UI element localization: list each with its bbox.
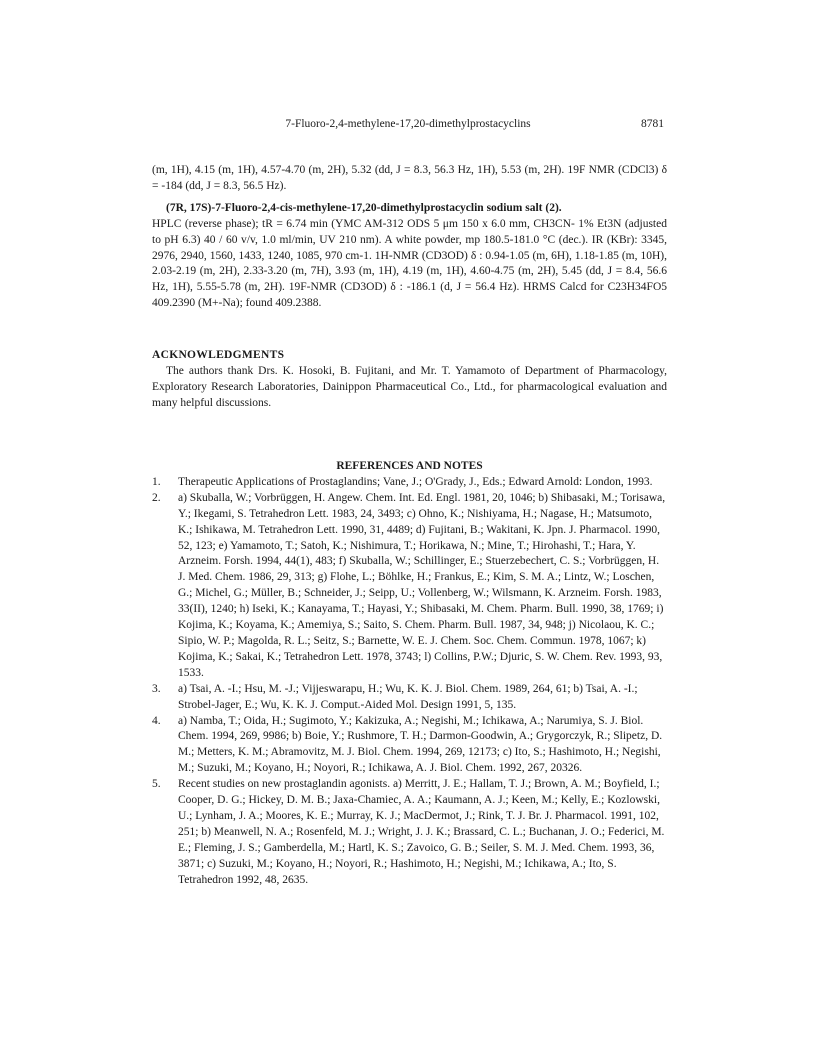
reference-number: 5. (152, 778, 161, 791)
compound-2-title: (7R, 17S)-7-Fluoro-2,4-cis-methylene-17,20-dimethylprostacyclin sodium salt (2). (166, 201, 562, 214)
page-number: 8781 (641, 118, 664, 130)
references-section (152, 459, 667, 888)
reference-text: a) Tsai, A. -I.; Hsu, M. -J.; Vijjeswarapu, H.; Wu, K. K. J. Biol. Chem. 1989, 264, 61; b) Tsai, A. -I.; Strobel-Jager, E.; Wu, K. K. J. Comput.-Aided Mol. Design 1991, 5, 135. (178, 682, 638, 711)
references-heading: REFERENCES AND NOTES (336, 460, 483, 472)
reference-item (152, 714, 667, 778)
reference-text: Recent studies on new prostaglandin agonists. a) Merritt, J. E.; Hallam, T. J.; Brown, A. M.; Boyfield, I.; Cooper, D. G.; Hickey, D. M. B.; Jaxa-Chamiec, A. A.; Kaumann, A. J.; Keen, M.; Kelly, E.; Kozlowski, U.; Lynham, J. A.; Moores, K. E.; Murray, K. J.; MacDermot, J.; Rink, T. J. Br. J. Pharmacol. 1991, 102, 251; b) Meanwell, N. A.; Rosenfeld, M. J.; Wright, J. J. K.; Brassard, C. L.; Buchanan, J. O.; Federici, M. E.; Fleming, J. S.; Gamberdella, M.; Hartl, K. S.; Zavoico, G. B.; Seiler, S. M. J. Med. Chem. 1993, 36, 3871; c) Suzuki, M.; Koyano, H.; Noyori, R.; Hashimoto, H.; Negishi, M.; Ichikawa, A.; Ito, S. Tetrahedron 1992, 48, 2635. (178, 778, 665, 886)
reference-item (152, 682, 667, 714)
compound-2-data: HPLC (reverse phase); tR = 6.74 min (YMC AM-312 ODS 5 μm 150 x 6.0 mm, CH3CN- 1% Et3N (adjusted to pH 6.3) 40 / 60 v/v, 1.0 ml/min, UV 210 nm). A white powder, mp 180.5-181.0 °C (dec.). IR (KBr): 3345, 2976, 2940, 1560, 1433, 1240, 1085, 970 cm-1. 1H-NMR (CD3OD) δ : 0.94-1.05 (m, 6H), 1.18-1.85 (m, 10H), 2.03-2.19 (m, 2H), 2.33-3.20 (m, 7H), 3.93 (m, 1H), 4.19 (m, 1H), 4.60-4.75 (m, 2H), 5.45 (dd, J = 8.4, 56.6 Hz, 1H), 5.55-5.78 (m, 2H). 19F-NMR (CD3OD) δ : -186.1 (d, J = 56.4 Hz). HRMS Calcd for C23H34FO5 409.2390 (M+-Na); found 409.2388. (152, 217, 667, 310)
running-title: 7-Fluoro-2,4-methylene-17,20-dimethylprostacyclins (285, 118, 531, 130)
reference-number: 2. (152, 491, 161, 504)
reference-item (152, 777, 667, 888)
experimental-section (152, 163, 667, 312)
compound-2-paragraph (152, 201, 667, 312)
reference-text: a) Namba, T.; Oida, H.; Sugimoto, Y.; Kakizuka, A.; Negishi, M.; Ichikawa, A.; Narumiya, S. J. Biol. Chem. 1994, 269, 9986; b) Boie, Y.; Rushmore, T. H.; Darmon-Goodwin, A.; Grygorczyk, R.; Slipetz, D. M.; Metters, K. M.; Abramovitz, M. J. Biol. Chem. 1994, 269, 12173; c) Ito, S.; Hashimoto, H.; Negishi, M.; Suzuki, M.; Koyano, H.; Noyori, R.; Ichikawa, A. J. Biol. Chem. 1992, 267, 20326. (178, 714, 663, 775)
reference-text: Therapeutic Applications of Prostaglandins; Vane, J.; O'Grady, J., Eds.; Edward Arnold: London, 1993. (178, 475, 653, 488)
reference-text: a) Skuballa, W.; Vorbrüggen, H. Angew. Chem. Int. Ed. Engl. 1981, 20, 1046; b) Shibasaki, M.; Torisawa, Y.; Ikegami, S. Tetrahedron Lett. 1983, 24, 3493; c) Ohno, K.; Nishiyama, H.; Nagase, H.; Matsumoto, K.; Ishikawa, M. Tetrahedron Lett. 1990, 31, 4489; d) Fujitani, B.; Wakitani, K. Jpn. J. Pharmacol. 1990, 52, 123; e) Yamamoto, T.; Satoh, K.; Nishimura, T.; Horikawa, N.; Mine, T.; Hirohashi, T.; Hara, Y. Arzneim. Forsh. 1994, 44(1), 483; f) Skuballa, W.; Schillinger, E.; Stuerzebechert, C. S.; Vorbrüggen, H. J. Med. Chem. 1986, 29, 313; g) Flohe, L.; Böhlke, H.; Frankus, E.; Kim, S. M. A.; Lintz, W.; Loschen, G.; Michel, G.; Müller, B.; Schneider, J.; Seipp, U.; Vollenberg, W.; Wilsmann, K. Arzneim. Forsh. 1983, 33(II), 1240; h) Iseki, K.; Kanayama, T.; Hayasi, Y.; Shibasaki, M. Chem. Pharm. Bull. 1990, 38, 1769; i) Kojima, K.; Koyama, K.; Amemiya, S.; Saito, S. Chem. Pharm. Bull. 1987, 34, 948; j) Nicolaou, K. C.; Sipio, W. P.; Magolda, R. L.; Seitz, S.; Barnette, W. E. J. Chem. Soc. Chem. Commun. 1978, 1067; k) Kojima, K.; Sakai, K.; Tetrahedron Lett. 1978, 3743; l) Collins, P.W.; Djuric, S. W. Chem. Rev. 1993, 93, 1533. (178, 491, 666, 679)
reference-item (152, 491, 667, 682)
reference-number: 3. (152, 682, 161, 695)
reference-number: 4. (152, 714, 161, 727)
acknowledgments-heading: ACKNOWLEDGMENTS (152, 349, 285, 361)
experimental-continued-paragraph: (m, 1H), 4.15 (m, 1H), 4.57-4.70 (m, 2H), 5.32 (dd, J = 8.3, 56.3 Hz, 1H), 5.53 (m, 2H). 19F NMR (CDCl3) δ = -184 (dd, J = 8.3, 56.5 Hz). (152, 164, 667, 192)
reference-item (152, 475, 667, 491)
acknowledgments-section (152, 348, 667, 412)
acknowledgments-text: The authors thank Drs. K. Hosoki, B. Fujitani, and Mr. T. Yamamoto of Department of Pharmacology, Exploratory Research Laboratories, Dainippon Pharmaceutical Co., Ltd., for pharmacological evaluation and many helpful discussions. (152, 364, 667, 409)
reference-number: 1. (152, 475, 161, 488)
page-header (0, 118, 816, 134)
